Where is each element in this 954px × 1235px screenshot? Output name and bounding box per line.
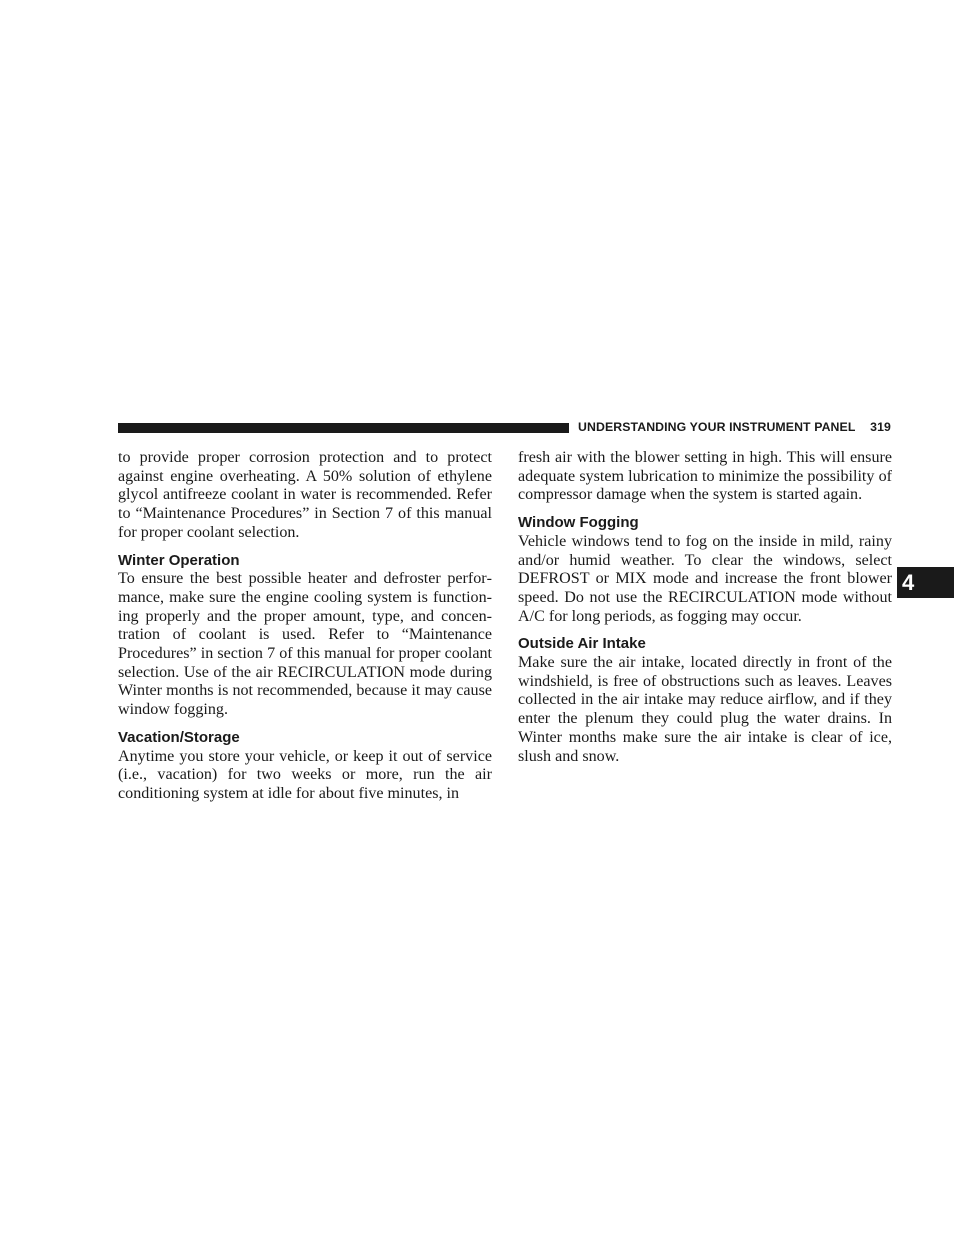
winter-operation-heading: Winter Operation	[118, 551, 240, 569]
header-rule	[118, 423, 569, 433]
vacation-storage-heading: Vacation/Storage	[118, 728, 240, 746]
outside-air-intake-text: Make sure the air intake, located directly in front of the windshield, is free of obstructions such as leaves. Leaves collected in the air intake may reduce airflow, and if they enter the plenum they could plug the water drains. In Winter months make sure the air intake is clear of ice, slush and snow.	[518, 654, 892, 765]
body-paragraph-continued: fresh air with the blower setting in high. This will ensure adequate system lubrication to minimize the possibility of compressor damage when the system is started again.	[518, 449, 892, 504]
outside-air-intake-heading: Outside Air Intake	[518, 635, 646, 653]
chapter-tab: 4	[897, 567, 954, 598]
right-column	[518, 449, 892, 766]
page-number: 319	[870, 420, 891, 434]
section-title: UNDERSTANDING YOUR INSTRUMENT PANEL	[578, 420, 856, 434]
winter-operation-text: To ensure the best possible heater and defroster performance, make sure the engine cooling system is functioning properly and the proper amount, type, and concentration of coolant is used. Refer to “Maintenance Procedures” in section 7 of this manual for proper coolant selection. Use of the air RECIRCULATION mode during Winter months is not recommended, because it may cause window fogging.	[118, 570, 492, 719]
running-header	[578, 420, 891, 434]
window-fogging-text: Vehicle windows tend to fog on the inside in mild, rainy and/or humid weather. To clear the windows, select DEFROST or MIX mode and increase the front blower speed. Do not use the RECIRCULATION mode without A/C for long periods, as fogging may occur.	[518, 532, 892, 625]
vacation-storage-text: Anytime you store your vehicle, or keep it out of service (i.e., vacation) for two weeks or more, run the air conditioning system at idle for about five minutes, in	[118, 747, 492, 802]
body-paragraph: to provide proper corrosion protection and to protect against engine overheating. A 50% solution of ethylene glycol antifreeze coolant in water is recommended. Refer to “Maintenance Procedures” in Section 7 of this manual for proper coolant selection.	[118, 449, 492, 541]
left-column	[118, 449, 492, 804]
window-fogging-heading: Window Fogging	[518, 514, 639, 532]
